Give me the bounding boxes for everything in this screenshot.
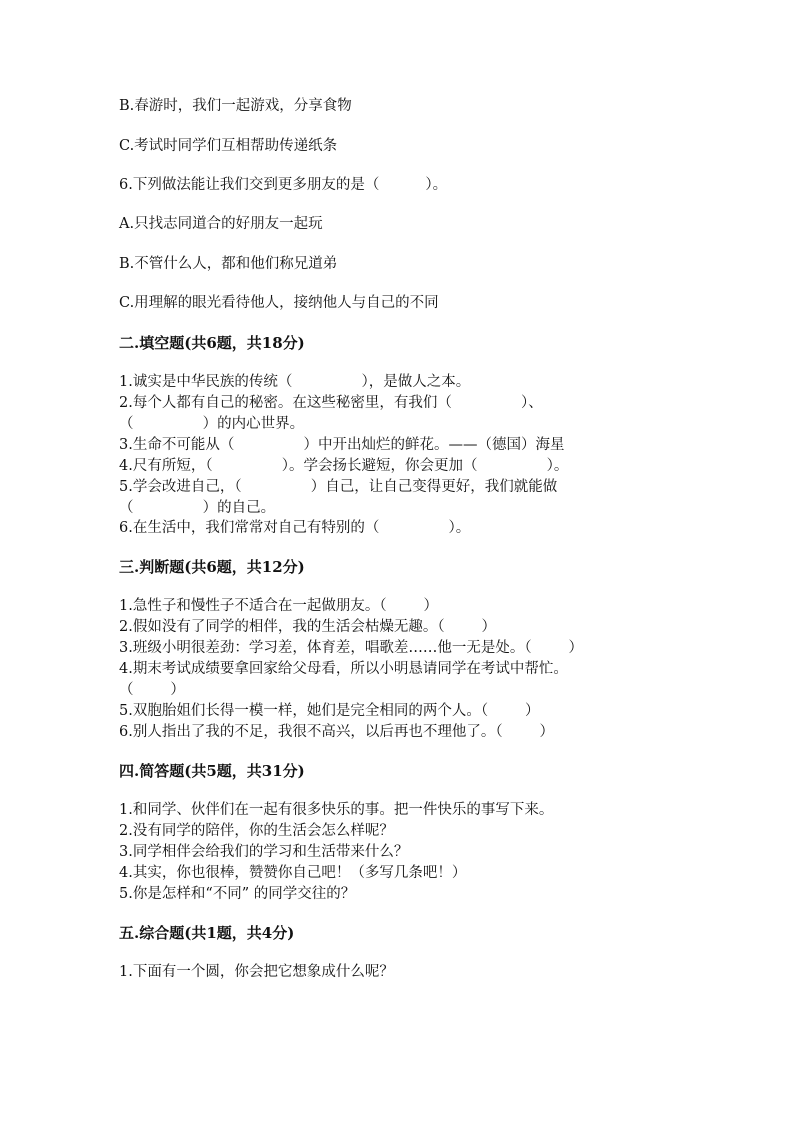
section-2-line-3: （ ）的内心世界。 [119, 416, 305, 432]
section-2-line-8: 6.在生活中，我们常常对自己有特别的（ ）。 [119, 520, 471, 536]
section-4-line-2: 2.没有同学的陪伴，你的生活会怎么样呢？ [119, 823, 394, 839]
section-4-line-4: 4.其实，你也很棒，赞赞你自己吧！（多写几条吧！） [119, 865, 467, 881]
section-3-line-1: 1.急性子和慢性子不适合在一起做朋友。（ ） [119, 598, 438, 614]
section-3-heading: 三.判断题(共6题，共12分) [119, 558, 305, 576]
section-5-heading: 五.综合题(共1题，共4分) [119, 924, 295, 942]
section-2-line-4: 3.生命不可能从（ ）中开出灿烂的鲜花。——（德国）海星 [119, 437, 565, 453]
section-2-heading: 二.填空题(共6题，共18分) [119, 334, 305, 352]
question-6-option-c: C.用理解的眼光看待他人，接纳他人与自己的不同 [119, 295, 439, 311]
section-2-line-7: （ ）的自己。 [119, 500, 276, 516]
section-3-line-2: 2.假如没有了同学的相伴，我的生活会枯燥无趣。（ ） [119, 619, 496, 635]
section-3-line-7: 6.别人指出了我的不足，我很不高兴，以后再也不理他了。（ ） [119, 724, 554, 740]
section-4-line-5: 5.你是怎样和“不同” 的同学交往的？ [119, 886, 356, 902]
question-6-stem: 6.下列做法能让我们交到更多朋友的是（ ）。 [119, 177, 448, 193]
section-4-heading: 四.简答题(共5题，共31分) [119, 762, 305, 780]
option-c-exam-notes: C.考试时同学们互相帮助传递纸条 [119, 138, 338, 154]
section-4-line-3: 3.同学相伴会给我们的学习和生活带来什么？ [119, 844, 409, 860]
question-6-option-b: B.不管什么人，都和他们称兄道弟 [119, 256, 338, 272]
section-3-line-6: 5.双胞胎姐们长得一模一样，她们是完全相同的两个人。（ ） [119, 703, 540, 719]
option-b-spring-trip: B.春游时，我们一起游戏，分享食物 [119, 98, 352, 114]
section-5-line-1: 1.下面有一个圆，你会把它想象成什么呢？ [119, 964, 394, 980]
question-6-option-a: A.只找志同道合的好朋友一起玩 [119, 216, 323, 232]
section-3-line-4: 4.期末考试成绩要拿回家给父母看，所以小明恳请同学在考试中帮忙。 [119, 661, 568, 677]
section-2-line-5: 4.尺有所短，（ ）。学会扬长避短，你会更加（ ）。 [119, 458, 569, 474]
section-2-line-1: 1.诚实是中华民族的传统（ ），是做人之本。 [119, 374, 471, 390]
section-2-line-2: 2.每个人都有自己的秘密。在这些秘密里，有我们（ ）、 [119, 395, 543, 411]
section-2-line-6: 5.学会改进自己，（ ）自己，让自己变得更好，我们就能做 [119, 479, 558, 495]
section-3-line-5: （ ） [119, 682, 185, 698]
section-4-line-1: 1.和同学、伙伴们在一起有很多快乐的事。把一件快乐的事写下来。 [119, 802, 554, 818]
section-3-line-3: 3.班级小明很差劲：学习差，体育差，唱歌差……他一无是处。（ ） [119, 640, 583, 656]
